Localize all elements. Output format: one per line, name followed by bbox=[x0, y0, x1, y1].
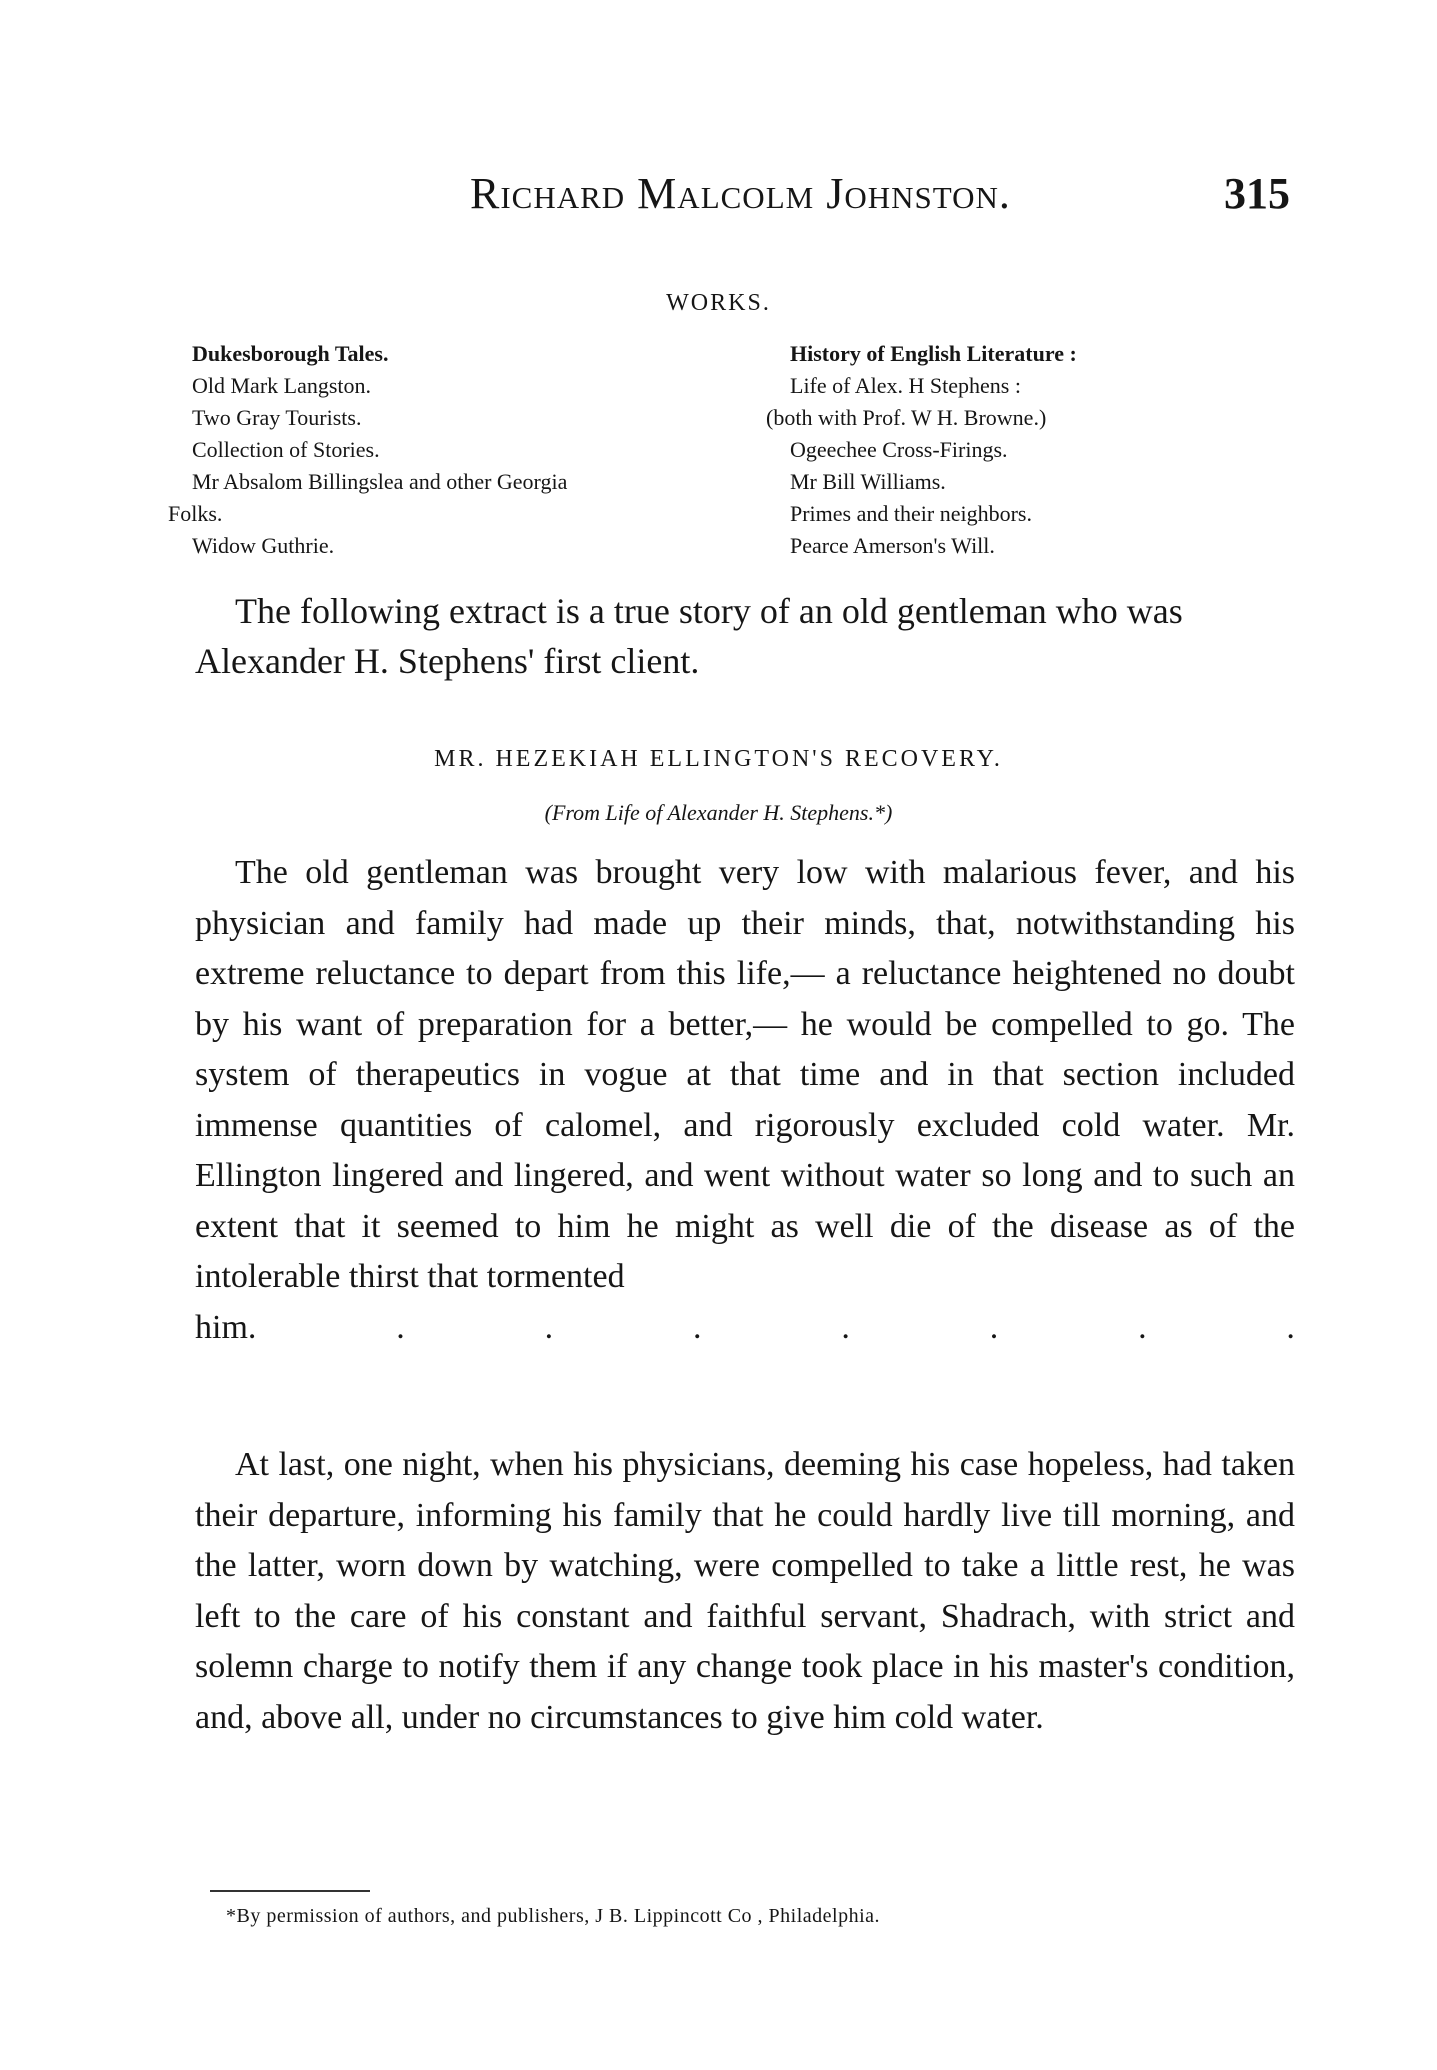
works-item: Ogeechee Cross-Firings. bbox=[790, 437, 1008, 462]
works-item: Dukesborough Tales. bbox=[192, 341, 389, 366]
works-item: Two Gray Tourists. bbox=[192, 405, 362, 430]
ellipsis-dot: . bbox=[989, 1308, 999, 1346]
works-right-column bbox=[760, 338, 1240, 562]
paragraph-text: At last, one night, when his physicians, deeming his case hopeless, had taken their departure, informing his family that he could hardly live till morning, and the latter, worn down by watching, were compelled to take a little rest, he was left to the care of his constant and faithful servant, Shadrach, with strict and solemn charge to notify them if any change took place in his master's condition, and, above all, under no circumstances to give him cold water. bbox=[195, 1446, 1295, 1736]
intro-paragraph: The following extract is a true story of an old gentleman who was Alexander H. Stephens' first client. bbox=[195, 591, 1183, 681]
works-left-column bbox=[168, 338, 752, 562]
ellipsis-dot: . bbox=[692, 1308, 702, 1346]
works-item: Mr Absalom Billingslea and other Georgia bbox=[192, 469, 568, 494]
works-item: Mr Bill Williams. bbox=[790, 469, 946, 494]
ellipsis-dot: . bbox=[841, 1308, 850, 1346]
ellipsis-dot: . bbox=[544, 1308, 554, 1346]
works-item: Primes and their neighbors. bbox=[790, 501, 1032, 526]
paragraph-end: him. bbox=[195, 1308, 257, 1346]
works-heading: WORKS. bbox=[666, 290, 771, 316]
page-header bbox=[460, 168, 1290, 228]
works-item: (both with Prof. W H. Browne.) bbox=[766, 405, 1047, 430]
article-title: MR. HEZEKIAH ELLINGTON'S RECOVERY. bbox=[434, 746, 1003, 772]
works-item: Widow Guthrie. bbox=[192, 533, 335, 558]
paragraph-text: The old gentleman was brought very low with malarious fever, and his physician and family had made up their minds, that, notwithstanding his extreme reluctance to depart from this life,— a reluctance heightened no doubt by his want of preparation for a better,— he would be compelled to go. The system of therapeutics in vogue at that time and in that section included immense quantities of calomel, and rigorously excluded cold water. Mr. Ellington lingered and lingered, and went without water so long and to such an extent that it seemed to him he might as well die of the disease as of the intolerable thirst that tormented bbox=[195, 854, 1295, 1295]
article-source: (From Life of Alexander H. Stephens.*) bbox=[544, 800, 893, 825]
works-item: Pearce Amerson's Will. bbox=[790, 533, 995, 558]
footnote: *By permission of authors, and publishers, J B. Lippincott Co , Philadelphia. bbox=[226, 1905, 881, 1927]
ellipsis-line bbox=[195, 1303, 1295, 1354]
works-item: Old Mark Langston. bbox=[192, 373, 372, 398]
works-item: Collection of Stories. bbox=[192, 437, 380, 462]
works-item: Life of Alex. H Stephens : bbox=[790, 373, 1021, 398]
body-paragraph-1 bbox=[195, 848, 1295, 1353]
ellipsis-dot: . bbox=[1286, 1308, 1295, 1346]
footnote-rule bbox=[210, 1890, 370, 1892]
running-title: Richard Malcolm Johnston. bbox=[470, 169, 1011, 218]
ellipsis-dot: . bbox=[1138, 1308, 1147, 1346]
works-item: History of English Literature : bbox=[790, 341, 1077, 366]
body-paragraph-2 bbox=[195, 1440, 1295, 1743]
works-item: Folks. bbox=[168, 501, 223, 526]
page-number: 315 bbox=[1224, 169, 1290, 218]
ellipsis-dot: . bbox=[396, 1308, 405, 1346]
